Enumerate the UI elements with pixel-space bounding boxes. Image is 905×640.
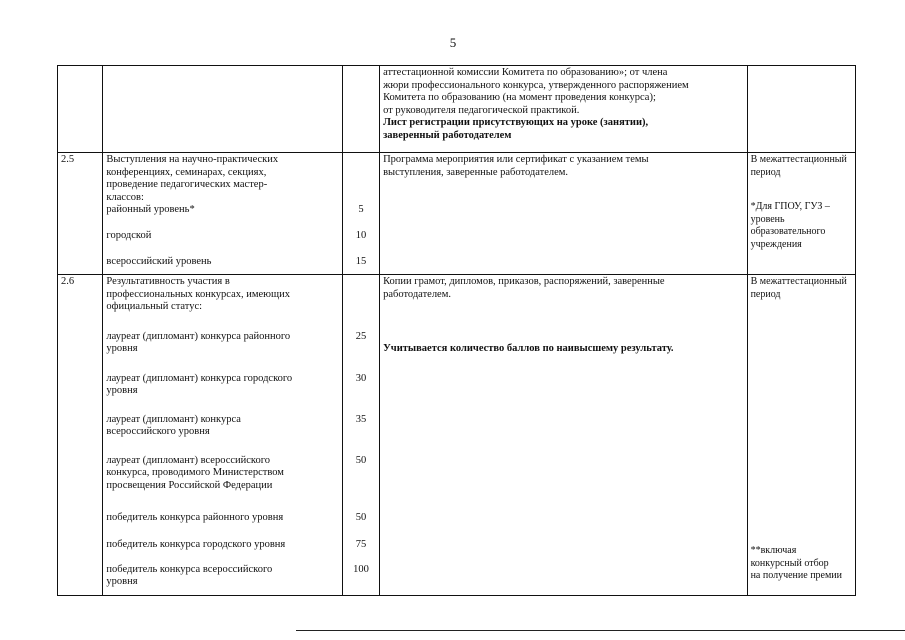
- points-value: 50: [355, 455, 367, 466]
- doc-line: работодателем.: [383, 288, 451, 300]
- row-number: 2.5: [58, 153, 103, 275]
- points-value: 15: [355, 256, 367, 267]
- doc-line: от руководителя педагогической практикой.: [383, 104, 580, 116]
- note-line: образовательного: [750, 226, 826, 237]
- doc-line: жюри профессионального конкурса, утвержденного распоряжением: [383, 79, 689, 91]
- points-value: 35: [355, 414, 367, 425]
- doc-bold-line: Учитывается количество баллов по наивысшему результату.: [383, 343, 674, 354]
- criterion-line: профессиональных конкурсах, имеющих: [106, 288, 290, 300]
- doc-bold-line: Лист регистрации присутствующих на уроке (занятии),: [383, 117, 649, 128]
- page-number: 5: [449, 35, 457, 50]
- criterion-line: проведение педагогических мастер-: [106, 179, 268, 190]
- points-value: 5: [358, 204, 364, 215]
- points-value: 50: [355, 512, 367, 523]
- doc-bold-line: заверенный работодателем: [383, 129, 512, 141]
- row-number-cell: [58, 66, 103, 153]
- row-number: 2.6: [58, 275, 103, 596]
- level-line: победитель конкурса городского уровня: [106, 538, 286, 550]
- note-line: *Для ГПОУ, ГУЗ –: [750, 201, 830, 212]
- table-row-2-5: [58, 153, 856, 275]
- criterion-cell: [103, 66, 343, 153]
- criterion-cell: [103, 153, 343, 275]
- level-label: районный уровень*: [106, 204, 195, 215]
- criterion-cell: [103, 275, 343, 596]
- note-line: на получение премии: [750, 570, 843, 581]
- level-item: [106, 331, 339, 373]
- points-value: 25: [355, 331, 367, 342]
- note-line: **включая: [750, 545, 797, 556]
- table-row-2-6: [58, 275, 856, 596]
- level-line: конкурса, проводимого Министерством: [106, 467, 284, 478]
- doc-line: Программа мероприятия или сертификат с указанием темы: [383, 154, 649, 165]
- level-line: лауреат (дипломант) конкурса городского: [106, 372, 293, 384]
- level-item: [106, 373, 339, 414]
- criterion-line: официальный статус:: [106, 301, 203, 312]
- criterion-line: конференциях, семинарах, секциях,: [106, 166, 267, 178]
- level-item: [106, 512, 339, 539]
- level-line: уровня: [106, 385, 138, 396]
- level-line: лауреат (дипломант) всероссийского: [106, 454, 271, 466]
- note-line: период: [750, 288, 781, 300]
- level-line: просвещения Российской Федерации: [106, 479, 273, 491]
- documents-cell: [380, 275, 748, 596]
- level-label: всероссийский уровень: [106, 256, 212, 267]
- table-row-continued: [58, 66, 856, 153]
- note-cell: [747, 153, 855, 275]
- criteria-table: [57, 65, 856, 596]
- doc-line: Копии грамот, дипломов, приказов, распоряжений, заверенные: [383, 276, 665, 287]
- level-item: [106, 414, 339, 455]
- level-line: победитель конкурса районного уровня: [106, 511, 284, 523]
- documents-cell: [380, 66, 748, 153]
- doc-line: аттестационной комиссии Комитета по образованию»; от члена: [383, 67, 668, 78]
- level-line: всероссийского уровня: [106, 426, 210, 437]
- level-line: уровня: [106, 343, 138, 354]
- points-value: 10: [355, 230, 367, 241]
- level-item: [106, 564, 339, 589]
- note-line: В межаттестационный: [750, 154, 847, 165]
- note-line: В межаттестационный: [750, 276, 847, 287]
- level-item: [106, 455, 339, 512]
- points-cell: [342, 66, 379, 153]
- points-cell: [342, 153, 379, 275]
- level-line: уровня: [106, 576, 138, 587]
- points-cell: [342, 275, 379, 596]
- note-cell: [747, 275, 855, 596]
- doc-line: выступления, заверенные работодателем.: [383, 166, 569, 178]
- points-value: 100: [353, 564, 369, 575]
- note-line: учреждения: [750, 238, 802, 250]
- level-line: победитель конкурса всероссийского: [106, 563, 273, 575]
- level-label: городской: [106, 230, 152, 241]
- note-cell: [747, 66, 855, 153]
- doc-line: Комитета по образованию (на момент проведения конкурса);: [383, 92, 656, 103]
- documents-cell: [380, 153, 748, 275]
- criterion-line: классов:: [106, 191, 144, 203]
- criterion-line: Результативность участия в: [106, 276, 230, 287]
- level-line: лауреат (дипломант) конкурса: [106, 413, 241, 425]
- level-line: лауреат (дипломант) конкурса районного: [106, 330, 291, 342]
- criterion-line: Выступления на научно-практических: [106, 154, 279, 165]
- note-line: уровень: [750, 213, 785, 225]
- points-value: 75: [355, 539, 367, 550]
- points-value: 30: [355, 373, 367, 384]
- bottom-rule: [296, 630, 905, 631]
- note-line: конкурсный отбор: [750, 557, 829, 569]
- level-item: [106, 539, 339, 564]
- note-line: период: [750, 166, 781, 178]
